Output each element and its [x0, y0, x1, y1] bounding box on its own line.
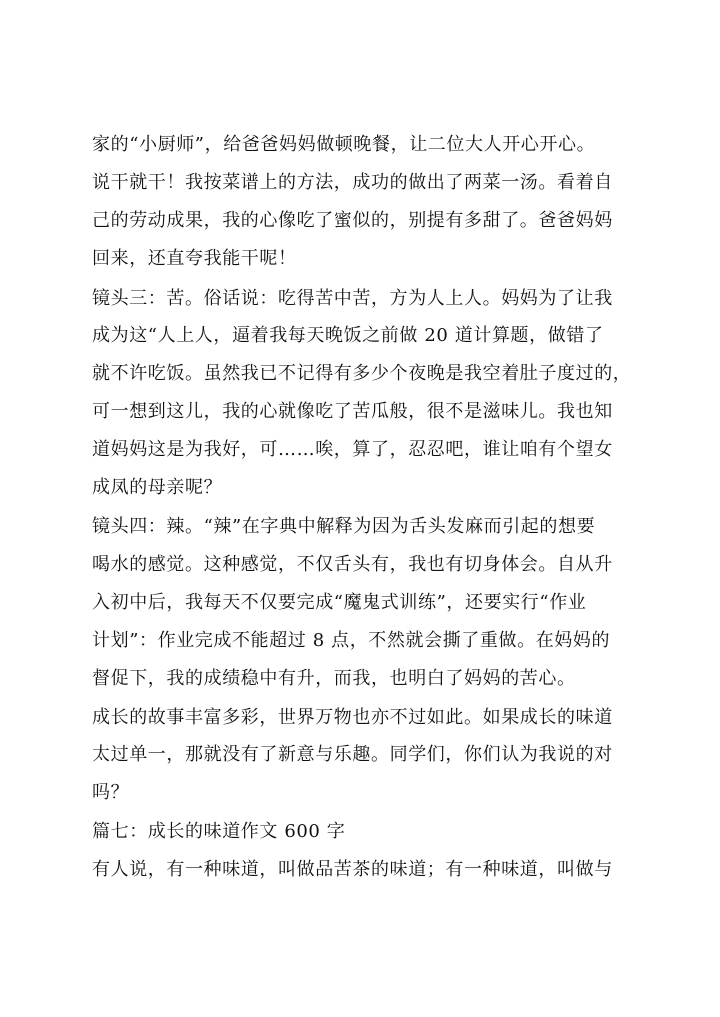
text-line: 镜头四：辣。“辣”在字典中解释为因为舌头发麻而引起的想要 — [92, 516, 596, 537]
text-line: 成为这“人上人，逼着我每天晚饭之前做 20 道计算题，做错了 — [92, 325, 604, 346]
text-line: 成凤的母亲呢？ — [92, 477, 223, 498]
text-line: 就不许吃饭。虽然我已不记得有多少个夜晚是我空着肚子度过的， — [92, 363, 632, 384]
text-line: 督促下，我的成绩稳中有升，而我，也明白了妈妈的苦心。 — [92, 668, 576, 689]
text-line: 己的劳动成果，我的心像吃了蜜似的，别提有多甜了。爸爸妈妈 — [92, 210, 613, 231]
text-line: 有人说，有一种味道，叫做品苦茶的味道；有一种味道，叫做与 — [92, 859, 613, 880]
text-line: 家的“小厨师”，给爸爸妈妈做顿晚餐，让二位大人开心开心。 — [92, 134, 596, 155]
text-line: 回来，还直夸我能干呢！ — [92, 248, 297, 269]
text-line: 计划”：作业完成不能超过 8 点，不然就会撕了重做。在妈妈的 — [92, 630, 611, 651]
text-line: 入初中后，我每天不仅要完成“魔鬼式训练”，还要实行“作业 — [92, 592, 587, 613]
text-line: 吗？ — [92, 782, 130, 803]
section-heading: 篇七：成长的味道作文 600 字 — [92, 821, 346, 842]
text-line: 太过单一，那就没有了新意与乐趣。同学们，你们认为我说的对 — [92, 744, 613, 765]
text-line: 道妈妈这是为我好，可……唉，算了，忍忍吧，谁让咱有个望女 — [92, 439, 613, 460]
text-line: 镜头三：苦。俗话说：吃得苦中苦，方为人上人。妈妈为了让我 — [92, 288, 613, 309]
text-line: 成长的故事丰富多彩，世界万物也亦不过如此。如果成长的味道 — [92, 707, 613, 728]
text-line: 喝水的感觉。这种感觉，不仅舌头有，我也有切身体会。自从升 — [92, 554, 613, 575]
text-line: 可一想到这儿，我的心就像吃了苦瓜般，很不是滋味儿。我也知 — [92, 401, 613, 422]
text-line: 说干就干！我按菜谱上的方法，成功的做出了两菜一汤。看着自 — [92, 172, 613, 193]
